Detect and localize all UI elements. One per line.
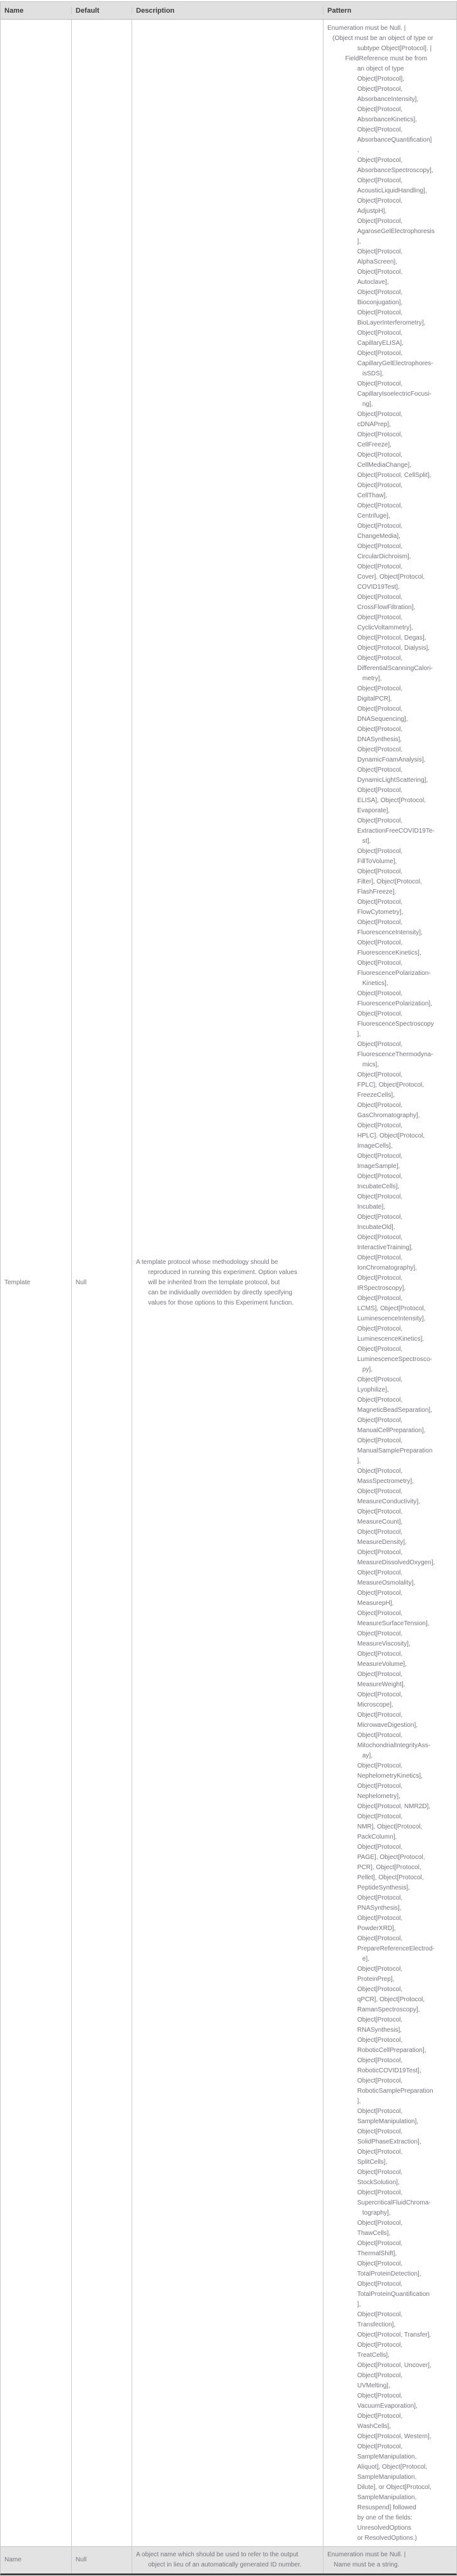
text-line: Object[Protocol, (357, 614, 403, 621)
text-line: Filter], Object[Protocol, (357, 878, 422, 885)
text-line: Object[Protocol, (357, 990, 403, 997)
text-line: LuminescenceIntensity], (357, 1315, 426, 1322)
text-line: ], (357, 1031, 361, 1038)
text-line: by one of the fields: (357, 2514, 413, 2521)
text-line: Object[Protocol, (357, 2077, 403, 2084)
text-line: Object[Protocol, (357, 86, 403, 93)
text-line: Object[Protocol, Uncover], (357, 2362, 432, 2369)
text-line: Object[Protocol, (357, 452, 403, 459)
column-header-default: Default (72, 7, 132, 15)
text-line: Object[Protocol, (357, 817, 403, 824)
text-line: Object[Protocol, (357, 2037, 403, 2044)
text-line: LuminescenceSpectrosco- (357, 1356, 432, 1363)
text-line: ProteinPrep], (357, 1976, 395, 1983)
text-line: Object[Protocol, (357, 1041, 403, 1048)
text-line: LuminescenceKinetics], (357, 1336, 425, 1343)
text-line: FreezeCells], (357, 1092, 395, 1099)
text-line: ImageCells], (357, 1143, 393, 1150)
text-line: Object[Protocol, (357, 1569, 403, 1576)
text-line: Object[Protocol, (357, 1153, 403, 1160)
text-line: FillToVolume], (357, 858, 397, 865)
text-line: Object[Protocol, (357, 482, 403, 489)
text-line: Object[Protocol, (357, 2108, 403, 2115)
text-line: Object[Protocol, (357, 2260, 403, 2267)
text-line: PeptideSynthesis], (357, 1884, 410, 1891)
option-name-label: Template (4, 1279, 31, 1286)
text-line: MeasureVolume], (357, 1661, 407, 1668)
documentation-page (0, 1, 457, 2575)
cell-name-description (132, 2547, 324, 2573)
text-line: RoboticCellPreparation], (357, 2047, 426, 2054)
text-line: CapillaryGelElectrophores- (357, 360, 433, 367)
text-line: Object[Protocol, (357, 1488, 403, 1495)
pattern-text (327, 2550, 406, 2570)
text-line: Autoclave], (357, 279, 389, 286)
text-line: Object[Protocol, (357, 1102, 403, 1109)
text-line: Enumeration must be Null. | (327, 2551, 406, 2558)
cell-template-pattern (324, 20, 456, 2546)
text-line: FluorescenceKinetics], (357, 949, 421, 956)
text-line: Object[Protocol, (357, 1762, 403, 1769)
text-line: Object[Protocol, (357, 1122, 403, 1129)
text-line: Object[Protocol, (357, 198, 403, 205)
text-line: IonChromatography], (357, 1265, 417, 1271)
description-text (136, 2550, 301, 2570)
text-line: Object[Protocol, (357, 106, 403, 113)
text-line: CellMediaChange], (357, 462, 412, 469)
text-line: A object name which should be used to refer to the output (136, 2551, 299, 2558)
text-line: Object[Protocol, (357, 2240, 403, 2247)
text-line: Object[Protocol, (357, 431, 403, 438)
text-line: Object[Protocol, Transfer], (357, 2331, 432, 2338)
text-line: FluorescencePolarization- (357, 970, 431, 977)
column-header-name: Name (1, 7, 72, 15)
text-line: AbsorbanceIntensity], (357, 96, 419, 103)
text-line: SampleManipulation, (357, 2453, 417, 2460)
text-line: Object[Protocol, (357, 1234, 403, 1241)
text-line: IRSpectroscopy], (357, 1285, 406, 1292)
text-line: Object[Protocol, (357, 1935, 403, 1942)
text-line: SampleManipulation, (357, 2474, 417, 2481)
text-line: subtype Object[Protocol]. | (357, 45, 432, 52)
text-line: MeasurepH], (357, 1600, 394, 1607)
text-line: Object[Protocol, (357, 350, 403, 357)
cell-name-default (72, 2547, 132, 2573)
text-line: Object[Protocol, (357, 1417, 403, 1424)
text-line: ManualCellPreparation], (357, 1427, 426, 1434)
text-line: TotalProteinQuantification (357, 2291, 430, 2298)
text-line: Name must be a string. (334, 2561, 400, 2568)
text-line: Object[Protocol, (357, 1915, 403, 1922)
text-line: TreatCells], (357, 2352, 390, 2359)
text-line: A template protocol whose methodology should be (136, 1259, 278, 1266)
text-line: st], (362, 838, 371, 845)
text-line: (Object must be an object of type or (332, 35, 433, 42)
text-line: SolidPhaseExtraction], (357, 2138, 421, 2145)
text-line: Object[Protocol, (357, 685, 403, 692)
text-line: Object[Protocol, (357, 868, 403, 875)
text-line: Object[Protocol, (357, 767, 403, 774)
text-line: ChangeMedia], (357, 533, 400, 540)
text-line: MeasureSurfaceTension], (357, 1620, 430, 1627)
text-line: CircularDichroism], (357, 553, 411, 560)
text-line: Object[Protocol, (357, 1173, 403, 1180)
text-line: Object[Protocol, (357, 1010, 403, 1017)
table-header-row (1, 2, 456, 20)
text-line: HPLC], Object[Protocol, (357, 1132, 425, 1139)
text-line: CapillaryIsoelectricFocusi- (357, 391, 432, 398)
text-line: AbsorbanceQuantification] (357, 137, 432, 144)
text-line: Object[Protocol, (357, 523, 403, 530)
cell-template-default (72, 20, 132, 2546)
cell-template-description (132, 20, 324, 2546)
text-line: StockSolution], (357, 2179, 400, 2186)
text-line: FluorescenceThermodyna- (357, 1051, 433, 1058)
text-line: FPLC], Object[Protocol, (357, 1082, 425, 1089)
text-line: tography], (362, 2210, 391, 2217)
text-line: Object[Protocol, (357, 1275, 403, 1282)
text-line: Object[Protocol, (357, 1437, 403, 1444)
text-line: metry], (362, 675, 382, 682)
text-line: Object[Protocol, (357, 177, 403, 184)
text-line: UVMelting], (357, 2382, 390, 2389)
text-line: UnresolvedOptions (357, 2525, 412, 2532)
text-line: Transfection], (357, 2321, 396, 2328)
text-line: DynamicFoamAnalysis], (357, 756, 426, 763)
text-line: Object[Protocol, (357, 126, 403, 133)
text-line: MassSpectrometry], (357, 1478, 414, 1485)
text-line: mics], (362, 1061, 379, 1068)
option-name-label: Name (4, 2556, 22, 2563)
text-line: Object[Protocol, (357, 2372, 403, 2379)
text-line: Object[Protocol, (357, 1783, 403, 1790)
text-line: Resuspend] followed (357, 2504, 416, 2511)
text-line: Object[Protocol, (357, 1844, 403, 1851)
text-line: DNASynthesis], (357, 736, 402, 743)
text-line: py], (362, 1366, 373, 1373)
description-text (136, 1258, 297, 1308)
text-line: Object[Protocol, (357, 2189, 403, 2196)
text-line: ], (357, 2301, 361, 2308)
column-header-description: Description (132, 7, 324, 15)
text-line: Object[Protocol, (357, 1590, 403, 1597)
text-line: Object[Protocol, (357, 1468, 403, 1475)
text-line: ng], (362, 401, 373, 408)
text-line: Object[Protocol, (357, 563, 403, 570)
text-line: Object[Protocol, (357, 411, 403, 418)
text-line: WashCells], (357, 2423, 391, 2430)
text-line: AgaroseGelElectrophoresis (357, 228, 435, 235)
text-line: Object[Protocol, (357, 1691, 403, 1698)
text-line: CellThaw], (357, 492, 388, 499)
text-line: MeasureDensity], (357, 1539, 407, 1546)
text-line: will be inherited from the template protocol, but (148, 1279, 280, 1286)
text-line: MeasureOsmolality], (357, 1580, 416, 1587)
text-line: GasChromatography], (357, 1112, 420, 1119)
text-line: PackColumn], (357, 1834, 397, 1841)
text-line: Object[Protocol, (357, 2281, 403, 2288)
text-line: Object[Protocol, (357, 2443, 403, 2450)
text-line: SplitCells], (357, 2159, 388, 2166)
text-line: TotalProteinDetection], (357, 2271, 421, 2277)
text-line: Object[Protocol, Western], (357, 2433, 432, 2440)
table-row-template (1, 20, 456, 2547)
text-line: ], (357, 1458, 361, 1465)
text-line: Object[Protocol, (357, 1651, 403, 1658)
text-line: PAGE], Object[Protocol, (357, 1854, 425, 1861)
text-line: Object[Protocol, (357, 899, 403, 906)
text-line: Object[Protocol, (357, 2413, 403, 2420)
text-line: reproduced in running this experiment. Option values (148, 1269, 297, 1276)
text-line: Object[Protocol, (357, 2220, 403, 2227)
text-line: an object of type (357, 65, 404, 72)
text-line: AdjustpH], (357, 208, 387, 215)
text-line: ExtractionFreeCOVID19Te- (357, 828, 435, 835)
text-line: Bioconjugation], (357, 299, 403, 306)
text-line: Centrifuge], (357, 513, 390, 520)
text-line: Object[Protocol, (357, 746, 403, 753)
text-line: Object[Protocol, (357, 706, 403, 713)
text-line: Dilute], or Object[Protocol, (357, 2484, 432, 2491)
text-line: ay], (362, 1752, 373, 1759)
text-line: Evaporate], (357, 807, 390, 814)
text-line: Object[Protocol, (357, 1986, 403, 1993)
options-table (0, 1, 457, 2575)
text-line: CrossFlowFiltration], (357, 604, 416, 611)
text-line: MeasureViscosity], (357, 1640, 411, 1647)
text-line: PCR], Object[Protocol, (357, 1864, 421, 1871)
table-row-name (1, 2547, 456, 2573)
text-line: Object[Protocol, (357, 1071, 403, 1078)
text-line: Object[Protocol, (357, 1508, 403, 1515)
text-line: Object[Protocol, (357, 2169, 403, 2176)
text-line: Object[Protocol, (357, 1671, 403, 1678)
text-line: Object[Protocol, (357, 1346, 403, 1353)
text-line: Object[Protocol, Degas], (357, 634, 426, 641)
text-line: AcousticLiquidHandling], (357, 187, 427, 194)
text-line: RNASynthesis], (357, 2027, 402, 2034)
text-line: NephelometryKinetics], (357, 1773, 423, 1780)
text-line: CyclicVoltammetry], (357, 624, 413, 631)
text-line: Object[Protocol, (357, 1549, 403, 1556)
text-line: Object[Protocol, (357, 939, 403, 946)
option-default-value: Null (76, 1279, 87, 1286)
text-line: PowderXRD], (357, 1925, 396, 1932)
text-line: Kinetics], (362, 980, 388, 987)
text-line: Object[Protocol, (357, 848, 403, 855)
text-line: MicrowaveDigestion], (357, 1722, 418, 1729)
text-line: Object[Protocol, (357, 1732, 403, 1739)
text-line: Object[Protocol, Dialysis], (357, 645, 430, 652)
text-line: Object[Protocol, (357, 1295, 403, 1302)
text-line: Object[Protocol, (357, 218, 403, 225)
text-line: FluorescenceIntensity], (357, 929, 423, 936)
text-line: Object[Protocol, (357, 1813, 403, 1820)
text-line: qPCR], Object[Protocol, (357, 1996, 425, 2003)
text-line: isSDS], (362, 370, 384, 377)
text-line: Object[Protocol, NMR2D], (357, 1803, 431, 1810)
text-line: MeasureCount], (357, 1519, 403, 1526)
text-line: Object[Protocol, (357, 1630, 403, 1637)
text-line: DifferentialScanningCalori- (357, 665, 433, 672)
text-line: Object[Protocol, (357, 1529, 403, 1536)
text-line: FlashFreeze], (357, 889, 397, 896)
text-line: PNASynthesis], (357, 1905, 402, 1912)
text-line: Incubate], (357, 1204, 385, 1211)
text-line: IncubateCells], (357, 1183, 400, 1190)
text-line: e], (362, 1955, 370, 1962)
text-line: ], (357, 238, 361, 245)
text-line: MitochondrialIntegrityAss- (357, 1742, 431, 1749)
text-line: InteractiveTraining], (357, 1244, 413, 1251)
text-line: Object[Protocol, (357, 269, 403, 276)
text-line: Lyophilize], (357, 1386, 389, 1393)
text-line: ImageSample], (357, 1163, 400, 1170)
text-line: DigitalPCR], (357, 695, 392, 702)
text-line: NMR], Object[Protocol, (357, 1823, 423, 1830)
column-header-pattern: Pattern (327, 6, 351, 15)
text-line: RoboticSamplePreparation (357, 2088, 433, 2095)
text-line: COVID19Test], (357, 584, 400, 591)
text-line: Object[Protocol, (357, 1325, 403, 1332)
text-line: MeasureDissolvedOxygen], (357, 1559, 435, 1566)
text-line: Object[Protocol, (357, 380, 403, 387)
text-line: AbsorbanceKinetics], (357, 116, 417, 123)
text-line: Object[Protocol, (357, 309, 403, 316)
text-line: PrepareReferenceElectrod- (357, 1945, 435, 1952)
pattern-text (327, 23, 453, 2544)
text-line: values for those options to this Experiment function. (148, 1299, 294, 1306)
text-line: Object[Protocol, (357, 330, 403, 337)
text-line: object in lieu of an automatically generated ID number. (148, 2561, 302, 2568)
text-line: Object[Protocol, (357, 2392, 403, 2399)
text-line: ELISA], Object[Protocol, (357, 797, 426, 804)
text-line: LCMS], Object[Protocol, (357, 1305, 426, 1312)
text-line: Object[Protocol, (357, 1712, 403, 1719)
text-line: ThermalShift], (357, 2250, 397, 2257)
text-line: RoboticCOVID19Test], (357, 2067, 421, 2074)
text-line: cDNAPrep], (357, 421, 391, 428)
text-line: Object[Protocol, (357, 960, 403, 967)
text-line: Object[Protocol], (357, 76, 404, 83)
text-line: Object[Protocol, (357, 1610, 403, 1617)
text-line: FieldReference must be from (345, 55, 427, 62)
text-line: SampleManipulation, (357, 2494, 417, 2501)
text-line: MeasureWeight], (357, 1681, 406, 1688)
text-line: BioLayerInterferometry], (357, 319, 426, 326)
cell-template-name (1, 20, 72, 2546)
text-line: Object[Protocol, (357, 2128, 403, 2135)
text-line: Object[Protocol, (357, 655, 403, 662)
text-line: Cover], Object[Protocol, (357, 574, 425, 580)
text-line: Object[Protocol, (357, 1397, 403, 1404)
text-line: MagneticBeadSeparation], (357, 1407, 432, 1414)
text-line: Object[Protocol, (357, 726, 403, 733)
text-line: CellFreeze], (357, 441, 392, 448)
text-line: Object[Protocol, (357, 2016, 403, 2023)
text-line: FlowCytometry], (357, 909, 404, 916)
text-line: Object[Protocol, (357, 2342, 403, 2349)
text-line: Object[Protocol, (357, 289, 403, 296)
text-line: ManualSamplePreparation (357, 1447, 433, 1454)
text-line: Object[Protocol, (357, 502, 403, 509)
text-line: AlphaScreen], (357, 258, 397, 265)
option-default-value: Null (76, 2556, 87, 2563)
text-line: FluorescenceSpectroscopy (357, 1021, 434, 1028)
text-line: Pellet], Object[Protocol, (357, 1874, 424, 1881)
text-line: Object[Protocol, (357, 919, 403, 926)
text-line: Object[Protocol, (357, 787, 403, 794)
text-line: Nephelometry], (357, 1793, 400, 1800)
text-line: , (357, 147, 359, 154)
text-line: RamanSpectroscopy], (357, 2006, 420, 2013)
text-line: DNASequencing], (357, 716, 408, 723)
text-line: Object[Protocol, (357, 1193, 403, 1200)
text-line: VacuumEvaporation], (357, 2403, 418, 2410)
text-line: Object[Protocol, (357, 2149, 403, 2156)
text-line: Object[Protocol, (357, 248, 403, 255)
text-line: Aliquot], Object[Protocol, (357, 2464, 428, 2471)
cell-name-pattern (324, 2547, 456, 2573)
text-line: Enumeration must be Null. | (327, 25, 406, 32)
text-line: Object[Protocol, (357, 2311, 403, 2318)
text-line: IncubateOld], (357, 1224, 395, 1231)
text-line: Object[Protocol, (357, 157, 403, 164)
text-line: Object[Protocol, (357, 2057, 403, 2064)
text-line: Object[Protocol, (357, 594, 403, 601)
text-line: Object[Protocol, (357, 1254, 403, 1261)
text-line: Object[Protocol, CellSplit], (357, 472, 432, 479)
text-line: DynamicLightScattering], (357, 777, 428, 784)
cell-name-name (1, 2547, 72, 2573)
text-line: can be individually overridden by directly specifying (148, 1289, 292, 1296)
text-line: FluorescencePolarization], (357, 1000, 432, 1007)
text-line: Microscope], (357, 1701, 393, 1708)
text-line: ], (357, 2098, 361, 2105)
text-line: AbsorbanceSpectroscopy], (357, 167, 433, 174)
text-line: Object[Protocol, (357, 543, 403, 550)
text-line: Object[Protocol, (357, 1214, 403, 1221)
text-line: ThawCells], (357, 2230, 391, 2237)
text-line: Object[Protocol, (357, 1966, 403, 1973)
text-line: Object[Protocol, (357, 1376, 403, 1383)
text-line: Object[Protocol, (357, 1895, 403, 1902)
text-line: SampleManipulation], (357, 2118, 419, 2125)
text-line: CapillaryELISA], (357, 340, 404, 347)
text-line: or ResolvedOptions.) (357, 2535, 417, 2542)
text-line: SupercriticalFluidChroma- (357, 2199, 431, 2206)
text-line: MeasureConductivity], (357, 1498, 420, 1505)
